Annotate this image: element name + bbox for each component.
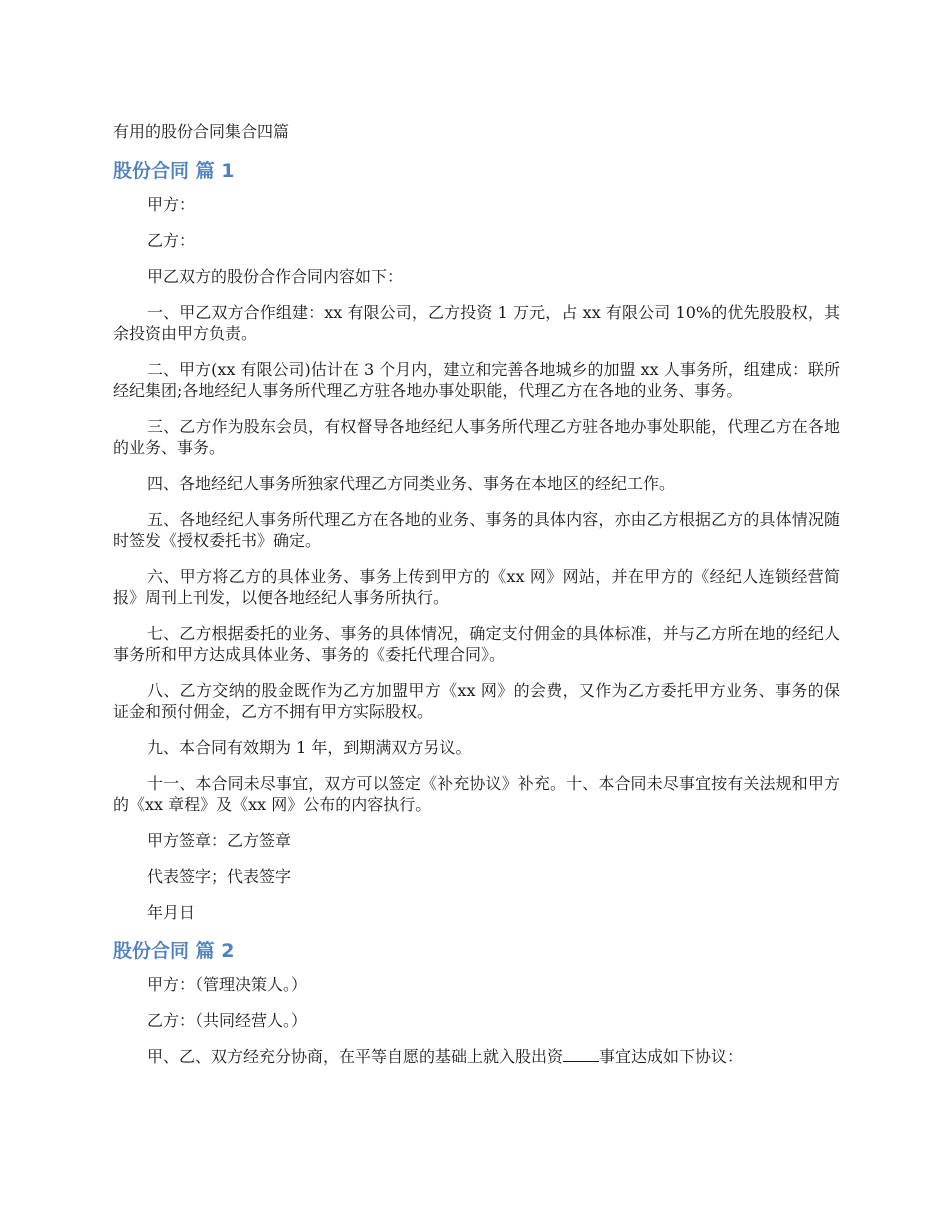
party-a-line-2: 甲方：（管理决策人。） [147,975,308,994]
agreement-intro-before: 甲、乙、双方经充分协商，在平等自愿的基础上就入股出资 [147,1047,564,1066]
party-b-line: 乙方： [147,231,196,250]
party-a-line: 甲方： [147,195,196,214]
clause-11: 十一、本合同未尽事宜，双方可以签定《补充协议》补充。十、本合同未尽事宜按有关法规和甲方的《xx 章程》及《xx 网》公布的内容执行。 [113,774,840,814]
agreement-intro [113,1046,840,1067]
clause-6: 六、甲方将乙方的具体业务、事务上传到甲方的《xx 网》网站，并在甲方的《经纪人连锁经营简报》周刊上刊发，以便各地经纪人事务所执行。 [113,567,840,607]
date-line: 年月日 [147,903,196,922]
clause-4: 四、各地经纪人事务所独家代理乙方同类业务、事务在本地区的经纪工作。 [147,474,676,493]
clause-7: 七、乙方根据委托的业务、事务的具体情况，确定支付佣金的具体标准，并与乙方所在地的经纪人事务所和甲方达成具体业务、事务的《委托代理合同》。 [113,624,840,664]
agreement-intro-after: 事宜达成如下协议： [599,1047,744,1066]
document-title: 有用的股份合同集合四篇 [113,122,290,141]
signature-line: 甲方签章：乙方签章 [147,831,292,850]
clause-5: 五、各地经纪人事务所代理乙方在各地的业务、事务的具体内容，亦由乙方根据乙方的具体情况随时签发《授权委托书》确定。 [113,510,840,550]
clause-1: 一、甲乙双方合作组建：xx 有限公司，乙方投资 1 万元，占 xx 有限公司 10%的优先股股权，其余投资由甲方负责。 [113,303,840,343]
section-heading-1: 股份合同 篇 1 [113,160,235,182]
clause-8: 八、乙方交纳的股金既作为乙方加盟甲方《xx 网》的会费，又作为乙方委托甲方业务、事务的保证金和预付佣金，乙方不拥有甲方实际股权。 [113,681,840,721]
document-page [113,120,840,1082]
section-heading-2: 股份合同 篇 2 [113,940,235,962]
contract-intro: 甲乙双方的股份合作合同内容如下： [147,267,404,286]
clause-2: 二、甲方(xx 有限公司)估计在 3 个月内，建立和完善各地城乡的加盟 xx 人事务所，组建成：联所经纪集团;各地经纪人事务所代理乙方驻各地办事处职能，代理乙方在各地的业务、事务。 [113,360,840,400]
fill-in-blank [563,1047,599,1062]
party-b-line-2: 乙方：（共同经营人。） [147,1011,308,1030]
representative-line: 代表签字；代表签字 [147,867,292,886]
clause-3: 三、乙方作为股东会员，有权督导各地经纪人事务所代理乙方驻各地办事处职能，代理乙方在各地的业务、事务。 [113,417,840,457]
clause-9: 九、本合同有效期为 1 年，到期满双方另议。 [147,738,472,757]
